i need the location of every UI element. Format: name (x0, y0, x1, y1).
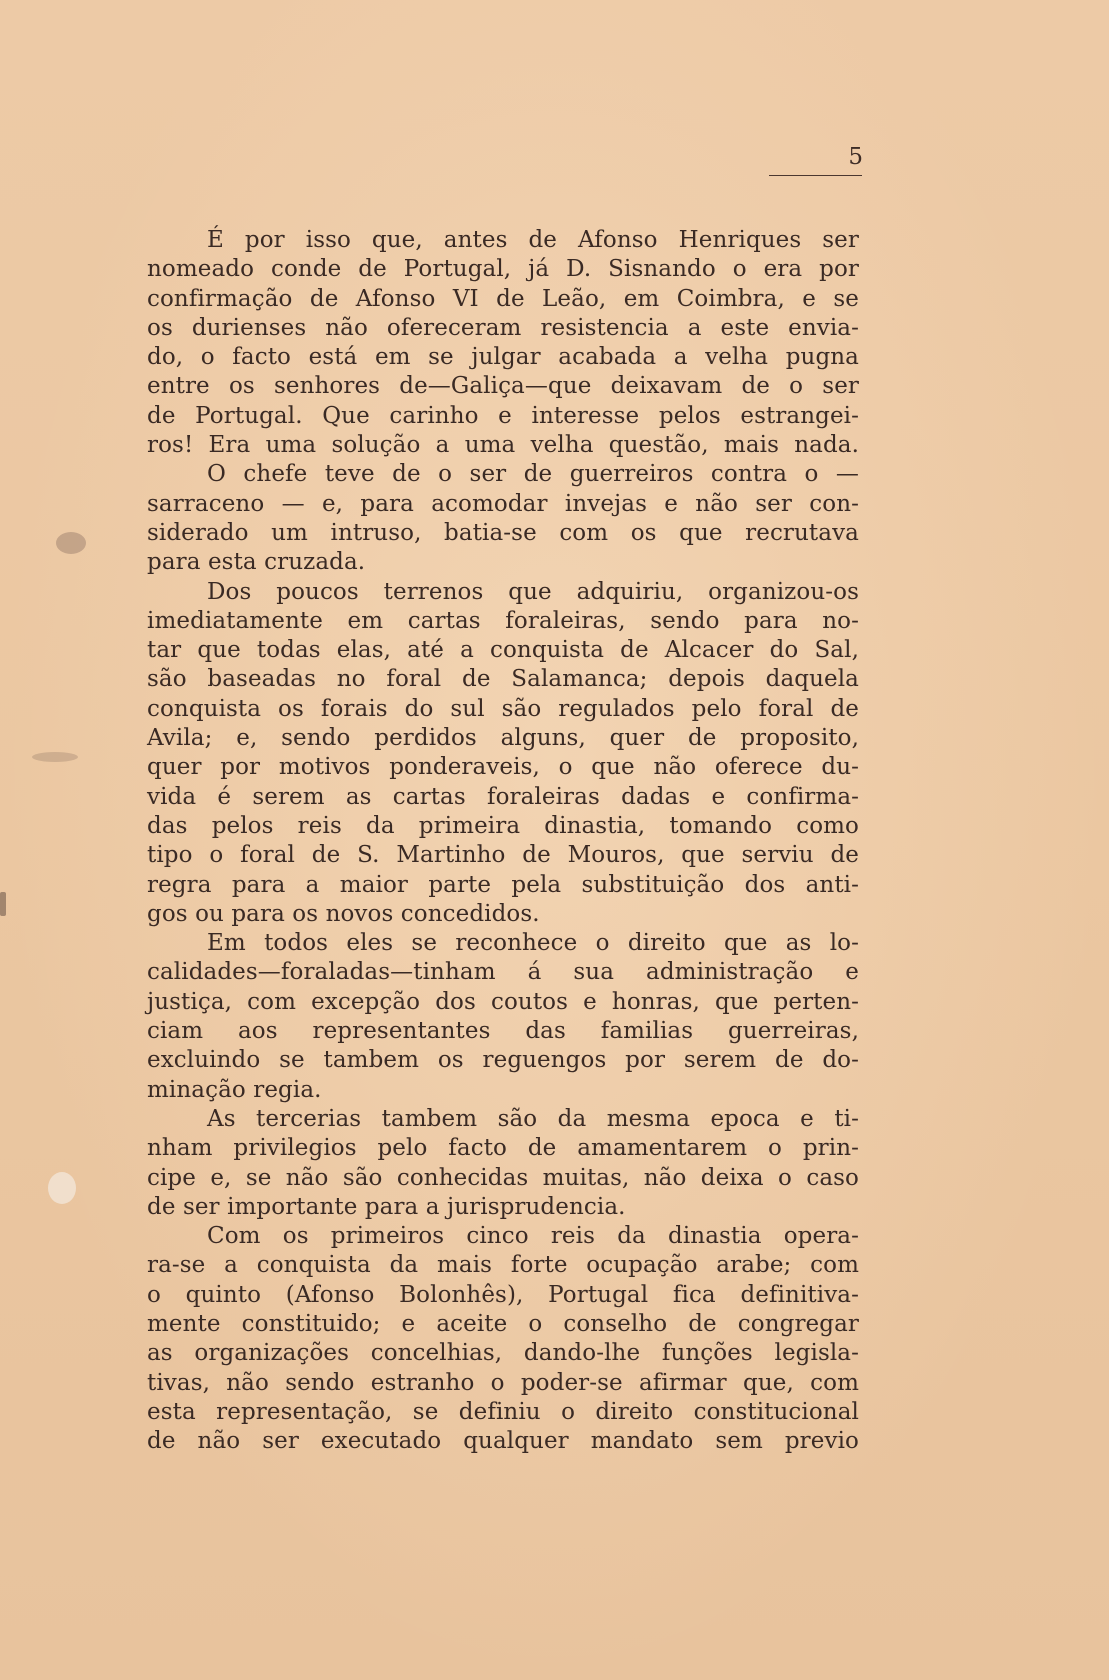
text-line: ra-se a conquista da mais forte ocupação arabe; com (147, 1252, 859, 1279)
text-line: siderado um intruso, batia-se com os que recrutava (147, 519, 859, 546)
text-line: entre os senhores de—Galiça—que deixavam de o ser (147, 373, 859, 400)
text-line: sarraceno — e, para acomodar invejas e não ser con- (147, 490, 859, 517)
text-line: esta representação, se definiu o direito constitucional (147, 1398, 859, 1425)
text-line: das pelos reis da primeira dinastia, tomando como (147, 812, 859, 839)
text-line: As tercerias tambem são da mesma epoca e ti- (207, 1105, 859, 1132)
text-line: imediatamente em cartas foraleiras, sendo para no- (147, 607, 859, 634)
page-number-rule (769, 175, 862, 176)
text-line: gos ou para os novos concedidos. (147, 900, 540, 927)
text-line: Em todos eles se reconhece o direito que as lo- (207, 930, 859, 957)
text-line: mente constituido; e aceite o conselho de congregar (147, 1310, 859, 1337)
text-line: cipe e, se não são conhecidas muitas, não deixa o caso (147, 1164, 859, 1191)
text-line: Com os primeiros cinco reis da dinastia opera- (207, 1223, 859, 1250)
text-line: tar que todas elas, até a conquista de Alcacer do Sal, (147, 637, 859, 664)
text-line: do, o facto está em se julgar acabada a velha pugna (147, 344, 859, 371)
text-line: vida é serem as cartas foraleiras dadas e confirma- (147, 783, 859, 810)
text-line: de Portugal. Que carinho e interesse pelos estrangei- (147, 402, 859, 429)
text-line: ciam aos representantes das familias guerreiras, (147, 1018, 859, 1045)
text-line: É por isso que, antes de Afonso Henriques ser (207, 227, 859, 253)
text-line: ros! Era uma solução a uma velha questão, mais nada. (147, 432, 859, 459)
text-line: de ser importante para a jurisprudencia. (147, 1193, 626, 1220)
text-line: nham privilegios pelo facto de amamentarem o prin- (147, 1135, 859, 1162)
text-line: nomeado conde de Portugal, já D. Sisnando o era por (147, 256, 859, 283)
text-line: o quinto (Afonso Bolonhês), Portugal fica definitiva- (147, 1281, 859, 1308)
text-line: excluindo se tambem os reguengos por serem de do- (147, 1047, 859, 1074)
text-line: quer por motivos ponderaveis, o que não oferece du- (147, 754, 859, 781)
text-line: tivas, não sendo estranho o poder-se afirmar que, com (147, 1369, 859, 1396)
text-line: confirmação de Afonso VI de Leão, em Coimbra, e se (147, 285, 859, 312)
text-line: minação regia. (147, 1076, 322, 1103)
text-line: as organizações concelhias, dando-lhe funções legisla- (147, 1340, 859, 1367)
text-line: para esta cruzada. (147, 549, 366, 576)
paper-stain (56, 532, 86, 554)
paper-stain (0, 892, 6, 916)
text-line: justiça, com excepção dos coutos e honras, que perten- (147, 988, 859, 1015)
page-number: 5 (848, 144, 863, 170)
text-line: conquista os forais do sul são regulados pelo foral de (147, 695, 859, 722)
text-line: tipo o foral de S. Martinho de Mouros, que serviu de (147, 842, 859, 869)
text-line: Avila; e, sendo perdidos alguns, quer de proposito, (147, 725, 859, 752)
paper-stain (32, 752, 78, 762)
body-text (147, 226, 859, 1456)
text-line: os durienses não ofereceram resistencia a este envia- (147, 314, 859, 341)
text-line: de não ser executado qualquer mandato sem previo (147, 1428, 859, 1455)
paper-stain (48, 1172, 76, 1204)
text-line: regra para a maior parte pela substituição dos anti- (147, 871, 859, 898)
text-line: são baseadas no foral de Salamanca; depois daquela (147, 666, 859, 693)
text-line: Dos poucos terrenos que adquiriu, organizou-os (207, 578, 859, 605)
text-line: O chefe teve de o ser de guerreiros contra o — (207, 461, 859, 488)
text-line: calidades—foraladas—tinham á sua administração e (147, 959, 859, 986)
